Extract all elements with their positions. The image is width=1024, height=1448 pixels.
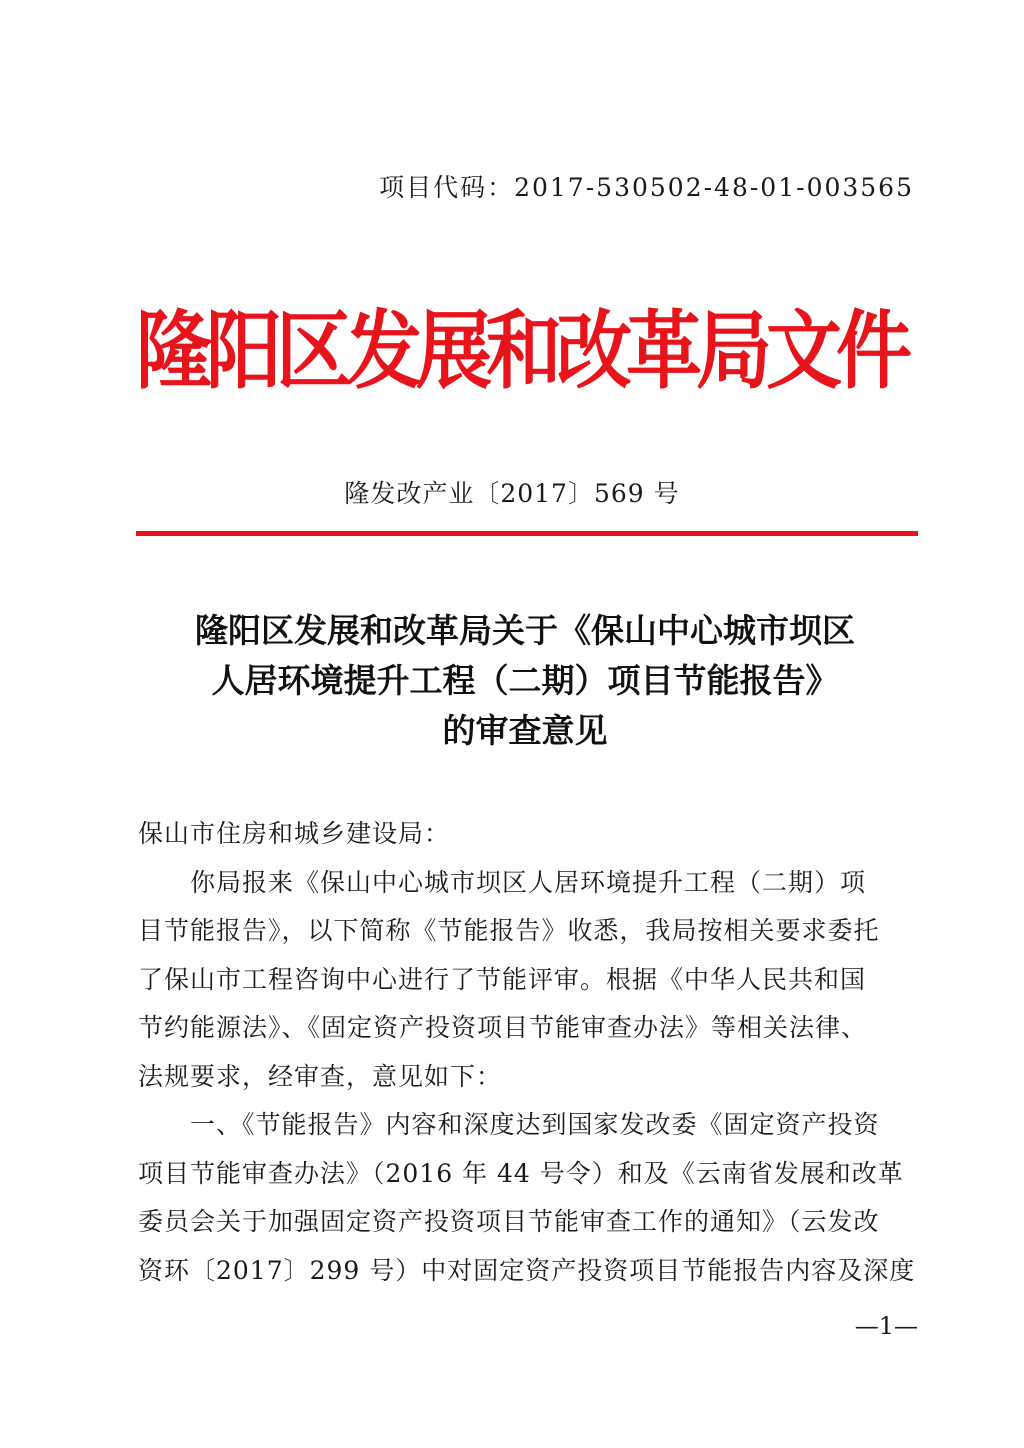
project-code: 项目代码：2017-530502-48-01-003565	[379, 173, 914, 202]
body-line: 了保山市工程咨询中心进行了节能评审。根据《中华人民共和国	[138, 964, 867, 994]
title-line: 隆阳区发展和改革局关于《保山中心城市坝区	[195, 611, 855, 650]
body-line: 项目节能审查办法》（2016 年 44 号令）和及《云南省发展和改革	[138, 1158, 904, 1188]
title-line: 人居环境提升工程（二期）项目节能报告》	[211, 661, 839, 700]
body-line: 法规要求，经审查，意见如下：	[138, 1061, 503, 1091]
addressee-line: 保山市住房和城乡建设局：	[138, 819, 451, 848]
body-line: 委员会关于加强固定资产投资项目节能审查工作的通知》（云发改	[138, 1207, 880, 1236]
masthead-title: 隆阳区发展和改革局文件	[136, 301, 906, 401]
body-line: 资环〔2017〕299 号）中对固定资产投资项目节能报告内容及深度	[138, 1255, 916, 1285]
document-body	[138, 810, 918, 1295]
body-line: 你局报来《保山中心城市坝区人居环境提升工程（二期）项	[138, 867, 867, 897]
body-line: 目节能报告》，以下简称《节能报告》收悉，我局按相关要求委托	[138, 916, 880, 945]
body-line: 节约能源法》、《固定资产投资项目节能审查办法》等相关法律、	[138, 1013, 868, 1042]
title-line: 的审查意见	[442, 711, 608, 750]
page-number: —1—	[854, 1312, 918, 1340]
document-title	[130, 606, 920, 756]
red-divider-rule	[136, 531, 918, 536]
body-line: 一、《节能报告》内容和深度达到国家发改委《固定资产投资	[138, 1110, 880, 1139]
document-number: 隆发改产业〔2017〕569 号	[344, 479, 680, 508]
